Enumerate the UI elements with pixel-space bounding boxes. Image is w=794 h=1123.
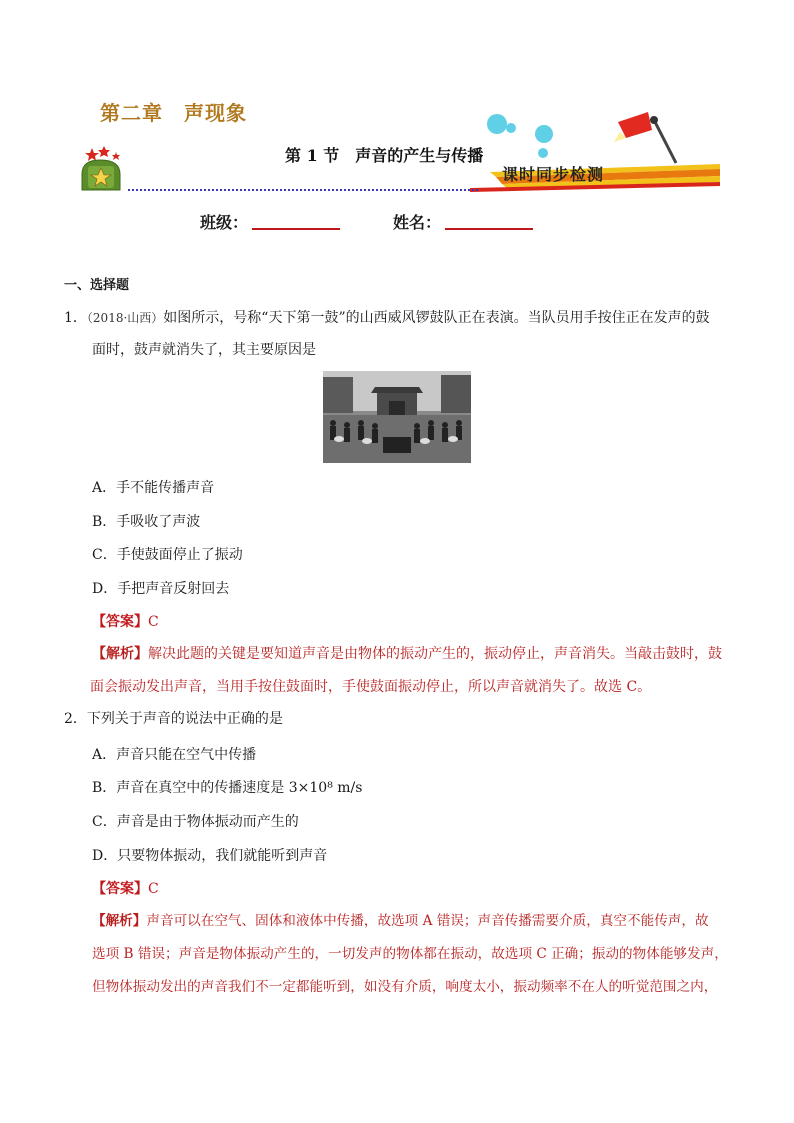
q2-option-c: C．声音是由于物体振动而产生的: [92, 814, 299, 830]
q2-answer-value: C: [148, 881, 159, 897]
section-heading: 一、选择题: [64, 278, 130, 293]
q1-option-b: B．手吸收了声波: [92, 514, 201, 530]
q1-stem-line2: 面时，鼓声就消失了，其主要原因是: [92, 342, 316, 358]
name-blank[interactable]: [445, 214, 533, 230]
q1-analysis-line1: 解决此题的关键是要知道声音是由物体的振动产生的，振动停止，声音消失。当敲击鼓时，鼓: [148, 646, 722, 662]
q1-analysis: [92, 638, 732, 704]
q2-answer: [92, 878, 159, 898]
q2-option-a: A．声音只能在空气中传播: [92, 747, 257, 763]
q2-number: 2．: [64, 711, 87, 727]
class-blank[interactable]: [252, 214, 340, 230]
chapter-title: 第二章 声现象: [100, 101, 247, 125]
q1-stem: 如图所示，号称“天下第一鼓”的山西威风锣鼓队正在表演。当队员用手按住正在发声的鼓: [163, 310, 710, 326]
header-divider: [128, 189, 478, 191]
q2-stem: [64, 703, 283, 736]
q1-answer-value: C: [148, 614, 159, 630]
q1-analysis-line2: 面会振动发出声音，当用手按住鼓面时，手使鼓面振动停止，所以声音就消失了。故选 C。: [90, 679, 652, 695]
q1-analysis-label: 【解析】: [92, 646, 148, 662]
desk-lamp-icon: [596, 108, 686, 168]
bubbles-icon: [482, 110, 557, 160]
star-emblem-icon: [78, 146, 130, 194]
q2-option-b: B．声音在真空中的传播速度是 3×10⁸ m/s: [92, 780, 363, 796]
banner-label: 课时同步检测: [502, 165, 605, 184]
q2-analysis-line2: 选项 B 错误；声音是物体振动产生的，一切发声的物体都在振动，故选项 C 正确；振动的物体能够发声，: [92, 946, 728, 962]
class-label: 班级：: [200, 213, 249, 232]
q2-answer-label: 【答案】: [92, 881, 148, 897]
q2-analysis-line3: 但物体振动发出的声音我们不一定都能听到，如没有介质，响度太小，振动频率不在人的听觉范围之内，: [92, 979, 718, 995]
name-label: 姓名：: [393, 213, 442, 232]
q1-number: 1．: [64, 310, 87, 326]
drum-team-photo: [323, 371, 471, 463]
section-title: 第 1 节 声音的产生与传播: [285, 146, 484, 165]
q2-option-d: D．只要物体振动，我们就能听到声音: [92, 848, 328, 864]
q2-analysis: [92, 905, 742, 1004]
q2-analysis-line1: 声音可以在空气、固体和液体中传播，故选项 A 错误；声音传播需要介质，真空不能传声，故: [146, 913, 709, 929]
q1-answer-label: 【答案】: [92, 614, 148, 630]
q1-option-d: D．手把声音反射回去: [92, 581, 230, 597]
q1-source: （2018·山西）: [86, 311, 164, 325]
q1-option-c: C．手使鼓面停止了振动: [92, 547, 243, 563]
q1-stem-line1: [64, 302, 710, 335]
name-field: [393, 210, 533, 233]
class-field: [200, 210, 340, 233]
q1-option-a: A．手不能传播声音: [92, 480, 215, 496]
q2-stem-text: 下列关于声音的说法中正确的是: [86, 711, 283, 727]
q2-analysis-label: 【解析】: [92, 913, 147, 929]
q1-answer: [92, 611, 159, 631]
